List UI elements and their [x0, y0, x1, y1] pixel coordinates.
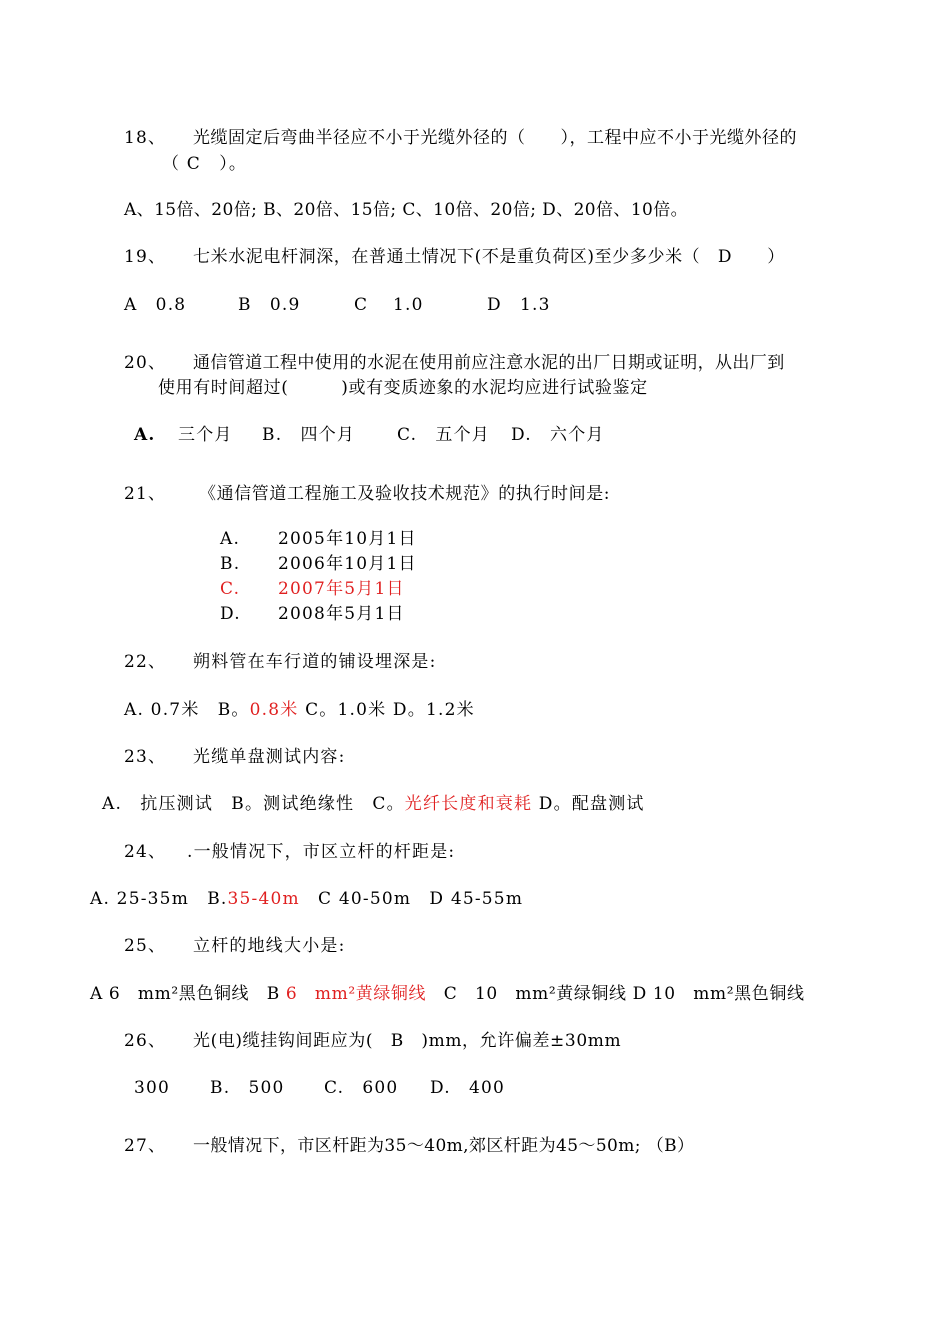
- q26-option-a: 300: [134, 1078, 171, 1098]
- q21-option-d-letter: D.: [220, 604, 241, 624]
- q23-options-post: D。配盘测试: [532, 794, 645, 814]
- q20-text-line2: 使用有时间超过( )或有变质迹象的水泥均应进行试验鉴定: [158, 378, 648, 398]
- q21-option-a-letter: A.: [220, 529, 241, 549]
- q24-answer: 35-40m: [227, 889, 300, 909]
- q19-option-a: A 0.8: [124, 295, 187, 315]
- q22-text: 朔料管在车行道的铺设埋深是:: [193, 652, 437, 672]
- q24-text: .一般情况下，市区立杆的杆距是:: [187, 842, 456, 862]
- q21-text: 《通信管道工程施工及验收技术规范》的执行时间是:: [199, 484, 611, 504]
- q18-number: 18、: [124, 128, 167, 148]
- q19-option-b: B 0.9: [238, 295, 301, 315]
- q21-option-b-text: 2006年10月1日: [278, 554, 417, 574]
- q21-option-a-text: 2005年10月1日: [278, 529, 417, 549]
- q26-option-d: D. 400: [430, 1078, 506, 1098]
- q20-option-d: D. 六个月: [511, 425, 605, 445]
- q26-text: 光(电)缆挂钩间距应为( B )mm，允许偏差±30mm: [193, 1031, 622, 1051]
- q20-option-c: C. 五个月: [397, 425, 491, 445]
- q23-options: [102, 794, 645, 814]
- q27-number: 27、: [124, 1136, 167, 1156]
- q25-options-pre: A 6 mm²黑色铜线 B: [90, 984, 286, 1004]
- q25-options: [90, 984, 805, 1004]
- q21-option-c-letter: C.: [220, 579, 241, 599]
- q26-option-c: C. 600: [324, 1078, 399, 1098]
- q18-text-line1: 光缆固定后弯曲半径应不小于光缆外径的（ ），工程中应不小于光缆外径的: [193, 128, 797, 148]
- q22-answer: 0.8米: [249, 700, 299, 720]
- q24-options-post: C 40-50m D 45-55m: [299, 889, 524, 909]
- q23-options-pre: A. 抗压测试 B。测试绝缘性 C。: [102, 794, 405, 814]
- q25-answer: 6 mm²黄绿铜线: [285, 984, 427, 1004]
- q19-option-d: D 1.3: [487, 295, 551, 315]
- q20-number: 20、: [124, 353, 167, 373]
- q23-number: 23、: [124, 747, 167, 767]
- q23-text: 光缆单盘测试内容:: [193, 747, 346, 767]
- q24-options: [90, 889, 523, 909]
- q22-options: [124, 700, 475, 720]
- q25-options-post: C 10 mm²黄绿铜线 D 10 mm²黑色铜线: [426, 984, 805, 1004]
- q19-number: 19、: [124, 247, 167, 267]
- q25-number: 25、: [124, 936, 167, 956]
- q19-option-c: C 1.0: [354, 295, 424, 315]
- q26-number: 26、: [124, 1031, 167, 1051]
- q19-text: 七米水泥电杆洞深，在普通土情况下(不是重负荷区)至少多少米（ D ）: [193, 247, 785, 267]
- q26-option-b: B. 500: [210, 1078, 285, 1098]
- q20-option-b: B. 四个月: [262, 425, 356, 445]
- q24-options-pre: A. 25-35m B.: [90, 889, 228, 909]
- q18-options: A、15倍、20倍; B、20倍、15倍; C、10倍、20倍; D、20倍、10倍。: [124, 200, 689, 220]
- q18-text-line2: （ C ）。: [162, 154, 248, 174]
- q20-option-a-letter: A.: [134, 425, 156, 445]
- q20-option-a: 三个月: [178, 425, 233, 445]
- q27-text: 一般情况下，市区杆距为35～40m,郊区杆距为45～50m; （B）: [193, 1136, 695, 1156]
- q22-options-post: C。1.0米 D。1.2米: [298, 700, 475, 720]
- q24-number: 24、: [124, 842, 167, 862]
- q22-number: 22、: [124, 652, 167, 672]
- q22-options-pre: A. 0.7米 B。: [124, 700, 250, 720]
- q21-number: 21、: [124, 484, 167, 504]
- q23-answer: 光纤长度和衰耗: [404, 794, 533, 814]
- q20-text-line1: 通信管道工程中使用的水泥在使用前应注意水泥的出厂日期或证明，从出厂到: [193, 353, 785, 373]
- q21-option-b-letter: B.: [220, 554, 241, 574]
- q21-option-c-text: 2007年5月1日: [278, 579, 405, 599]
- q21-option-d-text: 2008年5月1日: [278, 604, 405, 624]
- q25-text: 立杆的地线大小是:: [193, 936, 346, 956]
